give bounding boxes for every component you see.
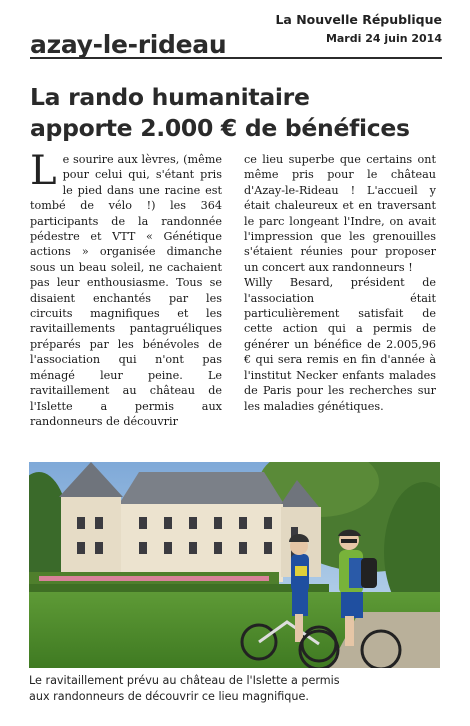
page-header	[30, 8, 442, 60]
article-column-left	[30, 152, 222, 460]
article-photo	[29, 462, 440, 668]
article-paragraph: ce lieu superbe que certains ont même pris pour le château d'Azay-le-Rideau ! L'accueil y était chaleureux et en traversant le parc longeant l'Indre, on avait l'impression que les grenouilles s'étaient réunies pour proposer un concert aux randonneurs !	[244, 153, 436, 274]
publication-date: Mardi 24 juin 2014	[325, 32, 442, 45]
article-paragraph	[30, 152, 222, 429]
photo-caption	[29, 673, 442, 704]
headline-line-2: apporte 2.000 € de bénéfices	[30, 114, 410, 142]
drop-cap: L	[30, 152, 57, 194]
section-title: azay-le-rideau	[30, 30, 227, 59]
castle-cyclists-photo	[29, 462, 440, 668]
article-headline	[30, 82, 442, 144]
headline-line-1: La rando humanitaire	[30, 83, 310, 111]
newspaper-name: La Nouvelle République	[275, 12, 442, 27]
article-paragraph: Willy Besard, président de l'association était particulièrement satisfait de cette action qui a permis de générer un bénéfice de 2.005,96 € qui sera remis en fin d'année à l'institut Necker enfants malades de Paris pour les recherches sur les maladies génétiques.	[244, 276, 436, 413]
caption-line-1: Le ravitaillement prévu au château de l'Islette a permis	[29, 674, 340, 687]
article-column-right	[244, 152, 436, 460]
article-body	[30, 152, 442, 460]
header-divider	[30, 57, 442, 59]
caption-line-2: aux randonneurs de découvrir ce lieu magnifique.	[29, 689, 309, 703]
column-1-text: e sourire aux lèvres, (même pour celui qui, s'étant pris le pied dans une racine est tombé de vélo !) les 364 participants de la randonnée pédestre et VTT « Génétique actions » organisée dimanche sous un beau soleil, ne cachaient pas leur enthousiasme. Tous se disaient enchantés par les circuits magnifiques et les ravitaillements pantagruéliques préparés par les bénévoles de l'association qui n'ont pas ménagé leur peine. Le ravitaillement au château de l'Islette a permis aux randonneurs de découvrir	[30, 153, 222, 428]
